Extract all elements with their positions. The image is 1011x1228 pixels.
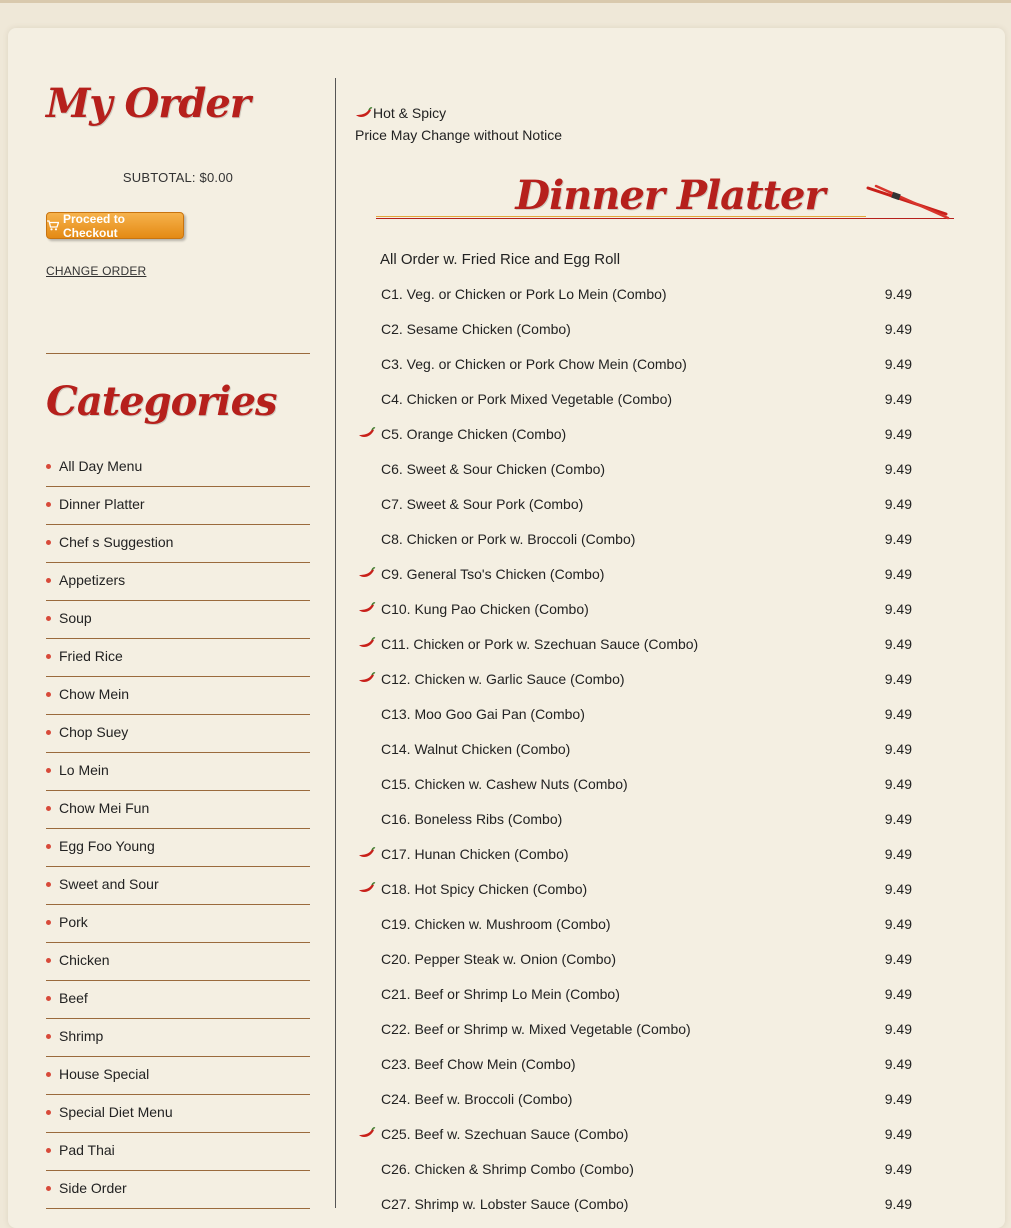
category-item[interactable] bbox=[46, 1095, 310, 1133]
menu-item-price: 9.49 bbox=[884, 601, 912, 617]
menu-item-price: 9.49 bbox=[884, 1126, 912, 1142]
category-item[interactable] bbox=[46, 867, 310, 905]
category-item[interactable] bbox=[46, 525, 310, 563]
category-item[interactable] bbox=[46, 753, 310, 791]
menu-item[interactable] bbox=[356, 872, 916, 907]
menu-item[interactable] bbox=[356, 732, 916, 767]
menu-item-name: C22. Beef or Shrimp w. Mixed Vegetable (Combo) bbox=[381, 1021, 691, 1037]
price-change-note: Price May Change without Notice bbox=[355, 127, 562, 143]
hot-spicy-pepper-icon bbox=[358, 847, 376, 859]
menu-item-price: 9.49 bbox=[884, 881, 912, 897]
bullet-icon bbox=[46, 768, 51, 773]
category-label: Dinner Platter bbox=[59, 496, 145, 512]
menu-item-price: 9.49 bbox=[884, 566, 912, 582]
menu-item-price: 9.49 bbox=[884, 776, 912, 792]
bullet-icon bbox=[46, 616, 51, 621]
category-item[interactable] bbox=[46, 449, 310, 487]
category-item[interactable] bbox=[46, 715, 310, 753]
category-label: Lo Mein bbox=[59, 762, 109, 778]
menu-item-name: C25. Beef w. Szechuan Sauce (Combo) bbox=[381, 1126, 629, 1142]
menu-item-name: C6. Sweet & Sour Chicken (Combo) bbox=[381, 461, 606, 477]
category-label: Shrimp bbox=[59, 1028, 104, 1044]
bullet-icon bbox=[46, 920, 51, 925]
category-label: All Day Menu bbox=[59, 458, 143, 474]
category-item[interactable] bbox=[46, 1019, 310, 1057]
bullet-icon bbox=[46, 844, 51, 849]
top-border bbox=[0, 0, 1011, 3]
menu-item-name: C16. Boneless Ribs (Combo) bbox=[381, 811, 563, 827]
menu-item-price: 9.49 bbox=[884, 321, 912, 337]
menu-item-price: 9.49 bbox=[884, 391, 912, 407]
category-label: Chow Mein bbox=[59, 686, 130, 702]
category-label: Beef bbox=[59, 990, 88, 1006]
hot-spicy-pepper-icon bbox=[358, 672, 376, 684]
menu-item-name: C24. Beef w. Broccoli (Combo) bbox=[381, 1091, 573, 1107]
menu-item[interactable] bbox=[356, 1187, 916, 1222]
menu-item[interactable] bbox=[356, 522, 916, 557]
menu-item[interactable] bbox=[356, 837, 916, 872]
menu-item-name: C1. Veg. or Chicken or Pork Lo Mein (Combo) bbox=[381, 286, 667, 302]
menu-item-name: C14. Walnut Chicken (Combo) bbox=[381, 741, 571, 757]
menu-item[interactable] bbox=[356, 697, 916, 732]
category-label: Pork bbox=[59, 914, 88, 930]
category-item[interactable] bbox=[46, 677, 310, 715]
bullet-icon bbox=[46, 464, 51, 469]
bullet-icon bbox=[46, 1148, 51, 1153]
bullet-icon bbox=[46, 692, 51, 697]
menu-item-name: C19. Chicken w. Mushroom (Combo) bbox=[381, 916, 611, 932]
menu-item-price: 9.49 bbox=[884, 531, 912, 547]
menu-item-price: 9.49 bbox=[884, 706, 912, 722]
menu-item-price: 9.49 bbox=[884, 811, 912, 827]
category-label: Chop Suey bbox=[59, 724, 129, 740]
menu-item[interactable] bbox=[356, 382, 916, 417]
menu-item[interactable] bbox=[356, 1152, 916, 1187]
bullet-icon bbox=[46, 578, 51, 583]
category-list bbox=[46, 449, 310, 1209]
category-item[interactable] bbox=[46, 943, 310, 981]
menu-item-price: 9.49 bbox=[884, 461, 912, 477]
category-label: Pad Thai bbox=[59, 1142, 115, 1158]
menu-item[interactable] bbox=[356, 557, 916, 592]
menu-item-name: C5. Orange Chicken (Combo) bbox=[381, 426, 567, 442]
menu-item[interactable] bbox=[356, 312, 916, 347]
menu-item[interactable] bbox=[356, 1047, 916, 1082]
menu-item-price: 9.49 bbox=[884, 741, 912, 757]
subtotal: SUBTOTAL: $0.00 bbox=[122, 170, 234, 185]
menu-item-name: C13. Moo Goo Gai Pan (Combo) bbox=[381, 706, 585, 722]
bullet-icon bbox=[46, 654, 51, 659]
menu-item-name: C4. Chicken or Pork Mixed Vegetable (Combo) bbox=[381, 391, 673, 407]
proceed-to-checkout-button[interactable] bbox=[46, 212, 184, 239]
category-label: Chicken bbox=[59, 952, 110, 968]
menu-item-name: C9. General Tso's Chicken (Combo) bbox=[381, 566, 605, 582]
bullet-icon bbox=[46, 806, 51, 811]
menu-item-price: 9.49 bbox=[884, 636, 912, 652]
menu-item[interactable] bbox=[356, 662, 916, 697]
checkout-label: Proceed to Checkout bbox=[63, 211, 126, 240]
category-item[interactable] bbox=[46, 1171, 310, 1209]
vertical-divider bbox=[335, 78, 336, 1208]
menu-item-name: C17. Hunan Chicken (Combo) bbox=[381, 846, 569, 862]
hot-spicy-pepper-icon bbox=[355, 107, 373, 119]
hot-spicy-pepper-icon bbox=[358, 1127, 376, 1139]
menu-item-price: 9.49 bbox=[884, 1091, 912, 1107]
category-item[interactable] bbox=[46, 487, 310, 525]
category-label: Appetizers bbox=[59, 572, 126, 588]
menu-item-price: 9.49 bbox=[884, 286, 912, 302]
category-label: Egg Foo Young bbox=[59, 838, 155, 854]
menu-item[interactable] bbox=[356, 592, 916, 627]
cart-icon bbox=[47, 220, 59, 231]
change-order-link[interactable]: CHANGE ORDER bbox=[46, 264, 147, 278]
category-item[interactable] bbox=[46, 1133, 310, 1171]
menu-item-name: C12. Chicken w. Garlic Sauce (Combo) bbox=[381, 671, 625, 687]
bullet-icon bbox=[46, 958, 51, 963]
hot-spicy-pepper-icon bbox=[358, 637, 376, 649]
notice bbox=[355, 102, 562, 146]
menu-item-list bbox=[356, 277, 916, 1222]
menu-item[interactable] bbox=[356, 487, 916, 522]
menu-item-name: C7. Sweet & Sour Pork (Combo) bbox=[381, 496, 584, 512]
menu-item-price: 9.49 bbox=[884, 426, 912, 442]
section-note: All Order w. Fried Rice and Egg Roll bbox=[380, 251, 621, 268]
category-label: Soup bbox=[59, 610, 92, 626]
category-label: House Special bbox=[59, 1066, 150, 1082]
menu-item[interactable] bbox=[356, 802, 916, 837]
bullet-icon bbox=[46, 1110, 51, 1115]
menu-item-price: 9.49 bbox=[884, 356, 912, 372]
menu-item[interactable] bbox=[356, 1012, 916, 1047]
menu-item-name: C27. Shrimp w. Lobster Sauce (Combo) bbox=[381, 1196, 629, 1212]
bullet-icon bbox=[46, 502, 51, 507]
section-underline-gold bbox=[376, 216, 866, 217]
chopsticks-icon bbox=[866, 184, 950, 220]
menu-item[interactable] bbox=[356, 627, 916, 662]
section-header bbox=[376, 170, 954, 224]
menu-item-name: C11. Chicken or Pork w. Szechuan Sauce (Combo) bbox=[381, 636, 699, 652]
category-item[interactable] bbox=[46, 1057, 310, 1095]
menu-item-name: C18. Hot Spicy Chicken (Combo) bbox=[381, 881, 588, 897]
menu-item-name: C10. Kung Pao Chicken (Combo) bbox=[381, 601, 589, 617]
menu-item[interactable] bbox=[356, 452, 916, 487]
menu-item-price: 9.49 bbox=[884, 986, 912, 1002]
menu-item-name: C20. Pepper Steak w. Onion (Combo) bbox=[381, 951, 617, 967]
menu-item-price: 9.49 bbox=[884, 671, 912, 687]
menu-item-name: C15. Chicken w. Cashew Nuts (Combo) bbox=[381, 776, 628, 792]
category-label: Chef s Suggestion bbox=[59, 534, 174, 550]
my-order-title: My Order bbox=[46, 80, 250, 127]
menu-item-price: 9.49 bbox=[884, 1021, 912, 1037]
menu-item[interactable] bbox=[356, 907, 916, 942]
category-label: Chow Mei Fun bbox=[59, 800, 150, 816]
menu-item-price: 9.49 bbox=[884, 846, 912, 862]
menu-item-price: 9.49 bbox=[884, 951, 912, 967]
menu-item-price: 9.49 bbox=[884, 496, 912, 512]
menu-item-name: C3. Veg. or Chicken or Pork Chow Mein (Combo) bbox=[381, 356, 687, 372]
category-item[interactable] bbox=[46, 981, 310, 1019]
menu-item-price: 9.49 bbox=[884, 1056, 912, 1072]
bullet-icon bbox=[46, 1072, 51, 1077]
menu-item[interactable] bbox=[356, 347, 916, 382]
menu-item[interactable] bbox=[356, 1082, 916, 1117]
category-item[interactable] bbox=[46, 639, 310, 677]
categories-title: Categories bbox=[46, 378, 277, 425]
sidebar-divider bbox=[46, 353, 310, 354]
hot-spicy-pepper-icon bbox=[358, 567, 376, 579]
bullet-icon bbox=[46, 540, 51, 545]
section-title: Dinner Platter bbox=[515, 172, 825, 219]
category-item[interactable] bbox=[46, 829, 310, 867]
menu-item-name: C26. Chicken & Shrimp Combo (Combo) bbox=[381, 1161, 634, 1177]
hot-spicy-pepper-icon bbox=[358, 882, 376, 894]
menu-item-price: 9.49 bbox=[884, 1161, 912, 1177]
menu-item-price: 9.49 bbox=[884, 916, 912, 932]
menu-item[interactable] bbox=[356, 977, 916, 1012]
category-label: Side Order bbox=[59, 1180, 127, 1196]
bullet-icon bbox=[46, 1186, 51, 1191]
menu-item[interactable] bbox=[356, 767, 916, 802]
menu-item-name: C21. Beef or Shrimp Lo Mein (Combo) bbox=[381, 986, 620, 1002]
menu-item-price: 9.49 bbox=[884, 1196, 912, 1212]
menu-item-name: C2. Sesame Chicken (Combo) bbox=[381, 321, 571, 337]
category-item[interactable] bbox=[46, 791, 310, 829]
bullet-icon bbox=[46, 996, 51, 1001]
hot-spicy-pepper-icon bbox=[358, 427, 376, 439]
category-label: Fried Rice bbox=[59, 648, 123, 664]
menu-item-name: C23. Beef Chow Mein (Combo) bbox=[381, 1056, 576, 1072]
category-item[interactable] bbox=[46, 563, 310, 601]
menu-item[interactable] bbox=[356, 1117, 916, 1152]
menu-item[interactable] bbox=[356, 417, 916, 452]
category-item[interactable] bbox=[46, 905, 310, 943]
category-item[interactable] bbox=[46, 601, 310, 639]
menu-item[interactable] bbox=[356, 942, 916, 977]
hot-spicy-label: Hot & Spicy bbox=[373, 105, 447, 121]
bullet-icon bbox=[46, 730, 51, 735]
category-label: Special Diet Menu bbox=[59, 1104, 173, 1120]
hot-spicy-pepper-icon bbox=[358, 602, 376, 614]
bullet-icon bbox=[46, 882, 51, 887]
menu-item[interactable] bbox=[356, 277, 916, 312]
menu-item-name: C8. Chicken or Pork w. Broccoli (Combo) bbox=[381, 531, 636, 547]
category-label: Sweet and Sour bbox=[59, 876, 159, 892]
bullet-icon bbox=[46, 1034, 51, 1039]
